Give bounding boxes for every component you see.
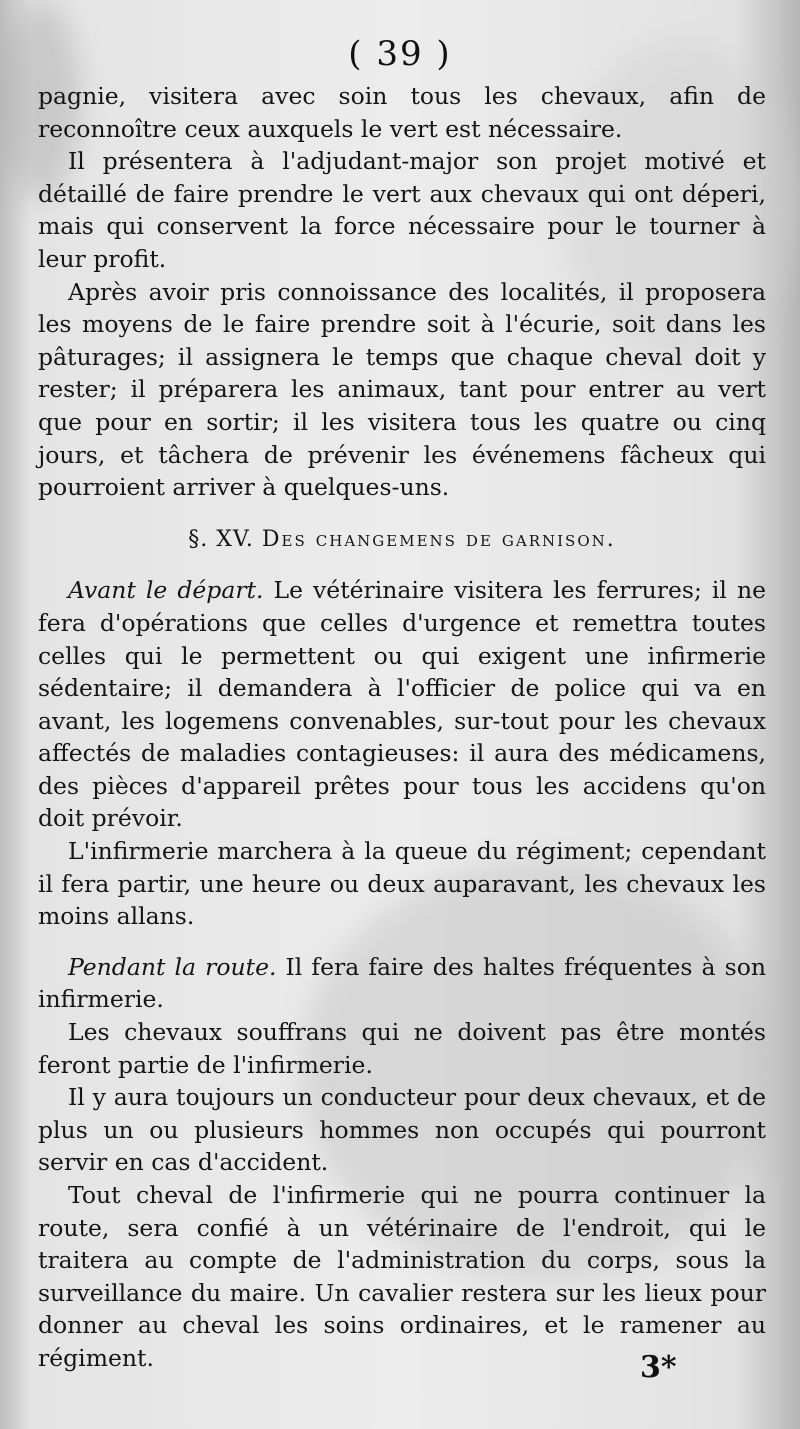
signature-mark: 3* (640, 1350, 677, 1385)
paragraph: pagnie, visitera avec soin tous les chevaux, afin de reconnoître ceux auxquels le vert est nécessaire. (38, 82, 766, 143)
paragraph: Tout cheval de l'infirmerie qui ne pourra continuer la route, sera confié à un vétérinaire de l'endroit, qui le traitera au compte de l'administration du corps, sous la surveillance du maire. Un cavalier restera sur les lieux pour donner au cheval les soins ordinaires, et le ramener au régiment. (38, 1181, 766, 1372)
section-heading (38, 524, 766, 557)
paragraph (38, 574, 766, 835)
page-number: ( 39 ) (348, 34, 452, 74)
paragraph-text: Il fera faire des haltes fréquentes à son infirmerie. (38, 952, 766, 1014)
paragraph: Il y aura toujours un conducteur pour deux chevaux, et de plus un ou plusieurs hommes non occupés qui pourront servir en cas d'accident. (38, 1083, 766, 1177)
paragraph: L'infirmerie marchera à la queue du régiment; cependant il fera partir, une heure ou deux auparavant, les chevaux les moins allans. (38, 837, 766, 931)
paragraph-text: Le vétérinaire visitera les ferrures; il ne fera d'opérations que celles d'urgence et remettra toutes celles qui le permettent ou qui exigent une infirmerie sédentaire; il demandera à l'officier de police qui va en avant, les logemens convenables, sur-tout pour les chevaux affectés de maladies contagieuses: il aura des médicamens, des pièces d'appareil prêtes pour tous les accidens qu'on doit prévoir. (38, 576, 766, 833)
paragraph (38, 951, 766, 1016)
subsection-lead: Pendant la route. (68, 952, 277, 981)
paragraph: Après avoir pris connoissance des localités, il proposera les moyens de le faire prendre soit à l'écurie, soit dans les pâturages; il assignera le temps que chaque cheval doit y rester; il préparera les animaux, tant pour entrer au vert que pour en sortir; il les visitera tous les quatre ou cinq jours, et tâchera de prévenir les événemens fâcheux qui pourroient arriver à quelques-uns. (38, 277, 766, 502)
section-number: §. XV. (188, 526, 254, 552)
section-title: Des changemens de garnison. (261, 526, 616, 552)
paragraph: Les chevaux souffrans qui ne doivent pas être montés feront partie de l'infirmerie. (38, 1018, 766, 1079)
spacer (38, 933, 766, 951)
subsection-lead: Avant le départ. (68, 576, 264, 605)
paragraph: Il présentera à l'adjudant-major son projet motivé et détaillé de faire prendre le vert aux chevaux qui ont déperi, mais qui conservent la force nécessaire pour le tourner à leur profit. (38, 147, 766, 273)
body-text (38, 80, 766, 1375)
